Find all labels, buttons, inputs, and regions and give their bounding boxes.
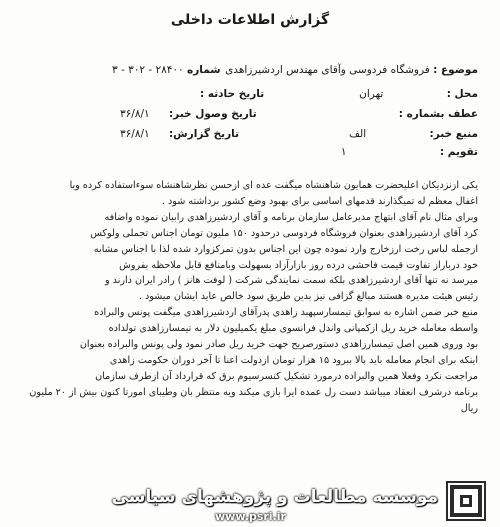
received-date-row [120, 108, 257, 120]
body-line: وبرای مثال نام آقای ابتهاج مدیرعامل سازمان برنامه و آقای اردشیرزاهدی رابیان نموده واضافه [104, 211, 478, 223]
number-row [112, 64, 221, 76]
body-line: برنامه درشرف انعقاد میباشد دست رل عمده ایرا بازی میکند ویه منتظر بان وطیبای امورتا کنون بیش از ۲۰ ملیون [29, 386, 478, 398]
evaluation-value: ۱ [340, 146, 347, 158]
body-line: مراجعت نکرد وفعلا همین والبراده درمورد تشکیل کنسرسیوم برق که قرارداد آن ازطرف سازمان [95, 370, 478, 382]
event-date-label: تاریخ حادثه : [200, 88, 265, 100]
institute-name: موسسه مطالعات و پژوهشهای سیاسی [111, 487, 438, 507]
received-date-label: تاریخ وصول خبر: [168, 108, 257, 120]
report-body [18, 178, 478, 417]
institute-url[interactable]: www.psri.ir [215, 510, 286, 523]
ref-row [399, 108, 478, 120]
report-date-label: تاریخ گزارش: [168, 128, 240, 140]
body-line: اغفال معظم له تمیگذارند قدمهای اساسی برای بهبود وضع کشور برداشته شود . [161, 195, 478, 207]
body-line: ازجمله لباس رخت ارزخارج وارد نموده چون این اجناس بدون تمرکزوارد شده لذا با اجناس مشابه [93, 243, 478, 255]
body-line: یکی ازنزدیکان اعلیحضرت همایون شاهنشاه میگفت عده ای ازحسن نظرشاهنشاه سوءاستفاده کرده وبا [69, 180, 478, 191]
report-date-row [120, 128, 239, 140]
body-line: خود درباراز تفاوت قیمت فاحشی درده روز بازارآزاد بسهولت وبامنافع قابل ملاحظه بفروش [119, 259, 478, 271]
source-row [349, 128, 478, 140]
watermark-footer [0, 479, 500, 527]
place-value: تهران [359, 88, 384, 100]
source-label: منبع خبر: [429, 128, 478, 140]
body-line: میرسد نه تنها آقای اردشیرزاهدی بلکه سمت نمایندگی شرکت ( لوفت هانز ) رادر ایران دارند و [105, 275, 478, 287]
body-line: واسطه معامله خرید ریل ازکمپانی واندل فرانسوی مبلغ یکمیلیون دلار به تیمسارزاهدی تولداده [108, 323, 478, 335]
number-label: شماره [187, 64, 221, 76]
body-line: بود وروی همین اصل تیمسارزاهدی دستورصریح جهت خرید ریل صادر نمود ولی پونس والبراده بعنوان [79, 339, 478, 351]
place-label: محل : [446, 88, 478, 100]
subject-row [225, 64, 478, 76]
body-line: منبع خبر ضمن اشاره به سوابق تیمسارسپهبد زاهدی پدرآقای اردشیرزاهدی میگفت پونس والبراده [94, 307, 478, 319]
place-row [359, 88, 478, 100]
number-value: ۲۸۴۰۰ - ۳۰۲ - ۳ [112, 64, 184, 76]
event-date-row [200, 88, 264, 100]
report-title: گزارش اطلاعات داخلی [170, 12, 330, 28]
body-line: اینکه برای انجام معامله باید بالا ببرود ۱۵ هزار تومان ازدولت اعنا تا آخر دوران حکومت زاهدی [109, 354, 478, 366]
received-date-value: ۳۶/۸/۱ [120, 108, 150, 120]
subject-label: موضوع : [433, 64, 478, 76]
report-date-value: ۳۶/۸/۱ [120, 128, 150, 140]
subject-value: فروشگاه فردوسی وآقای مهندس اردشیرزاهدی [225, 64, 430, 76]
evaluation-label: تقویم : [439, 146, 478, 158]
ref-label: عطف بشماره : [398, 108, 478, 120]
body-line: رئیس هیئت مدیره هستند مبالغ گزافی نیز بدین طریق سود خالص عاید ایشان میشود . [138, 291, 478, 303]
body-line: کرد آقای اردشیرزاهدی بعنوان فروشگاه فردوسی درحدود ۱۵۰ ملیون تومان اجناس تجملی ولوکس [90, 227, 478, 239]
institute-logo-icon [446, 481, 486, 521]
evaluation-row [341, 146, 478, 158]
source-value: الف [349, 128, 367, 140]
body-line: ریال [460, 402, 478, 414]
